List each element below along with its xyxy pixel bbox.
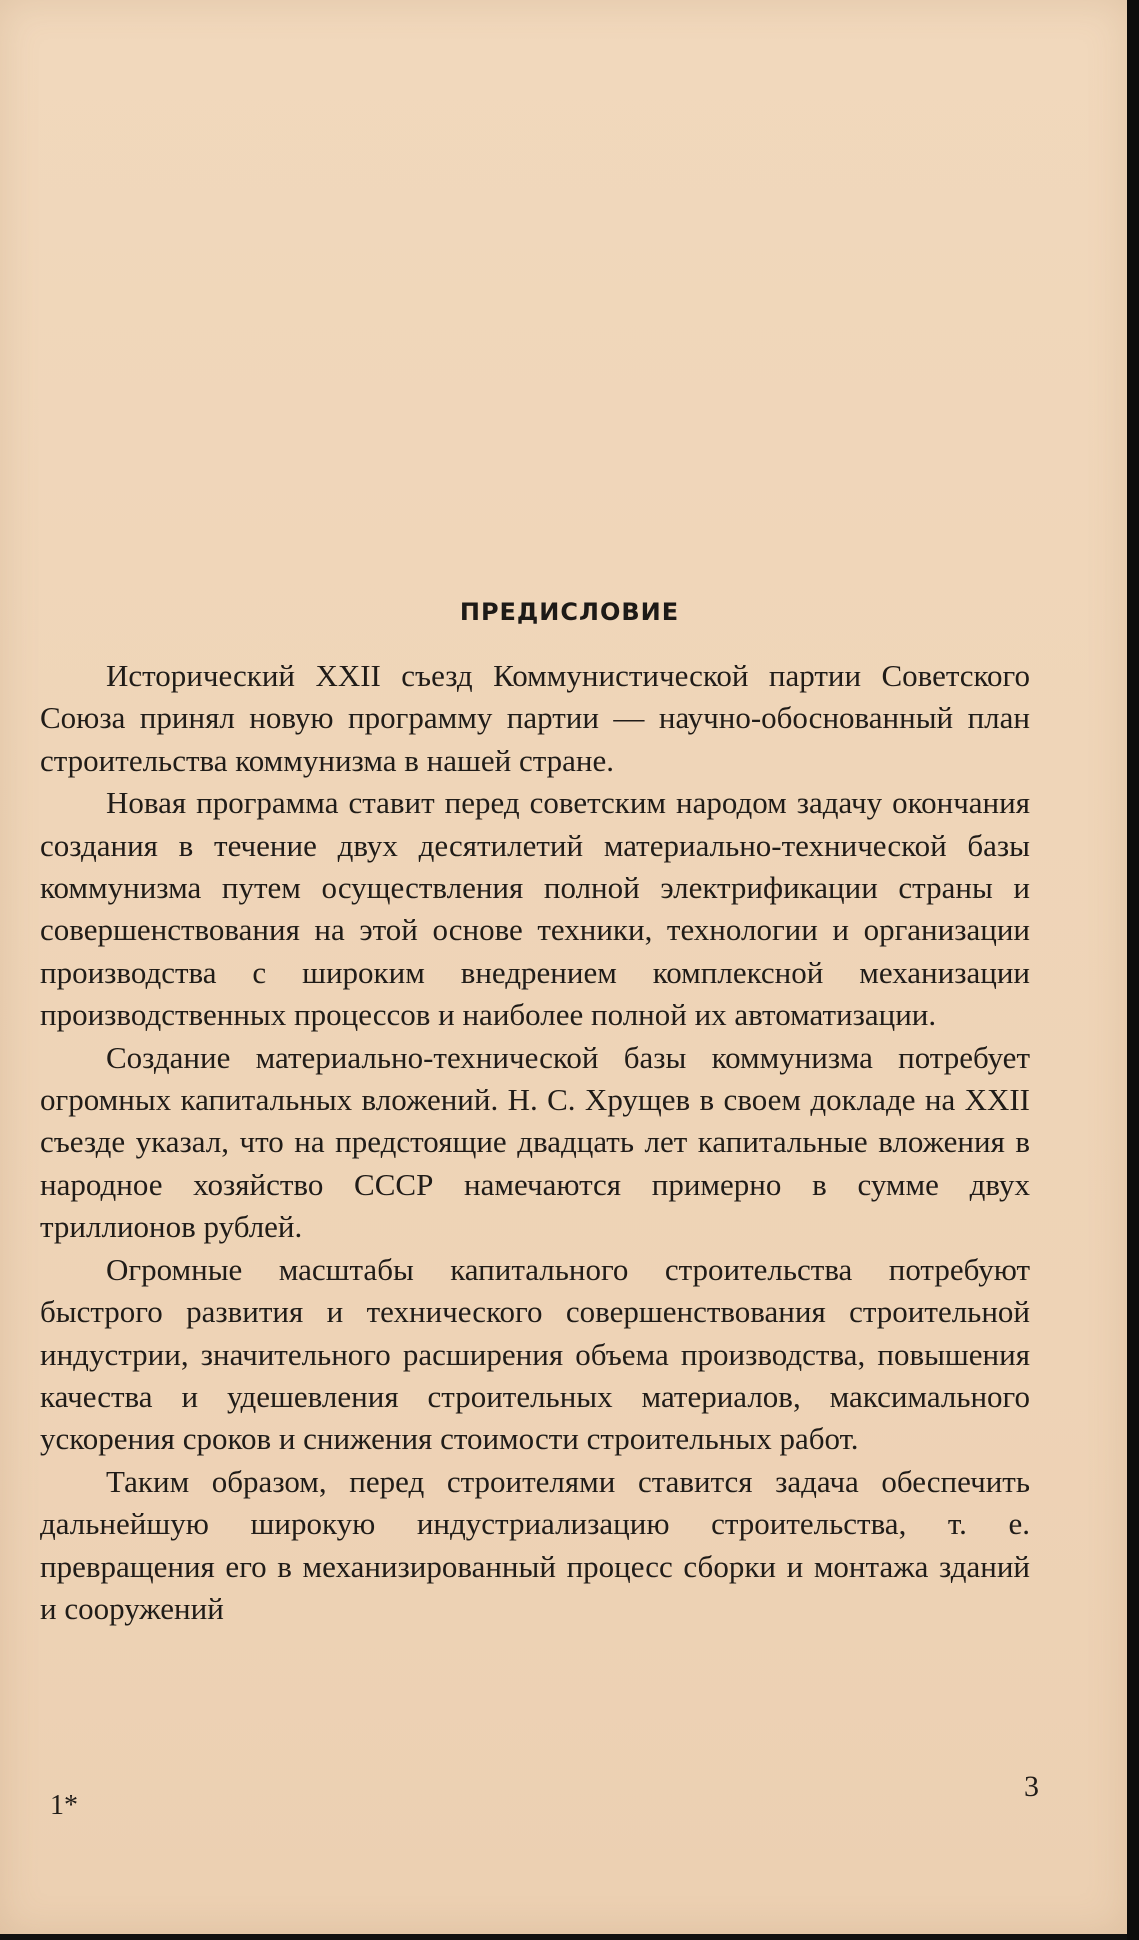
paragraph-3: Создание материально-технической базы коммунизма потребует огромных капитальных вложений. Н. С. Хрущев в своем докладе на XXII съезде указал, что на предстоящие двадцать лет капитальные вложения в народное хозяйство СССР намечаются примерно в сумме двух триллионов рублей. [40,1039,1030,1245]
paragraph-5: Таким образом, перед строителями ставится задача обеспечить дальнейшую широкую индустриализацию строительства, т. е. превращения его в механизированный процесс сборки и монтажа зданий и сооружений [40,1463,1030,1626]
page-number: 3 [1024,1770,1039,1803]
paragraph-1: Исторический XXII съезд Коммунистической партии Советского Союза принял новую программу партии — научно-обоснованный план строительства коммунизма в нашей стране. [40,658,1030,778]
paragraph-4: Огромные масштабы капитального строительства потребуют быстрого развития и технического совершенствования строительной индустрии, значительного расширения объема производства, повышения качества и удешевления строительных материалов, максимального ускорения сроков и снижения стоимости строительных работ. [40,1251,1030,1457]
page-edge-shadow [1127,0,1139,1940]
paragraph-2: Новая программа ставит перед советским народом задачу окончания создания в течение двух десятилетий материально-технической базы коммунизма путем осуществления полной электрификации страны и совершенствования на этой основе техники, технологии и организации производства с широким внедрением комплексной механизации производственных процессов и наиболее полной их автоматизации. [40,785,1030,1033]
body-text [40,655,1030,1630]
section-heading: ПРЕДИСЛОВИЕ [459,598,680,626]
signature-mark: 1* [50,1790,78,1821]
